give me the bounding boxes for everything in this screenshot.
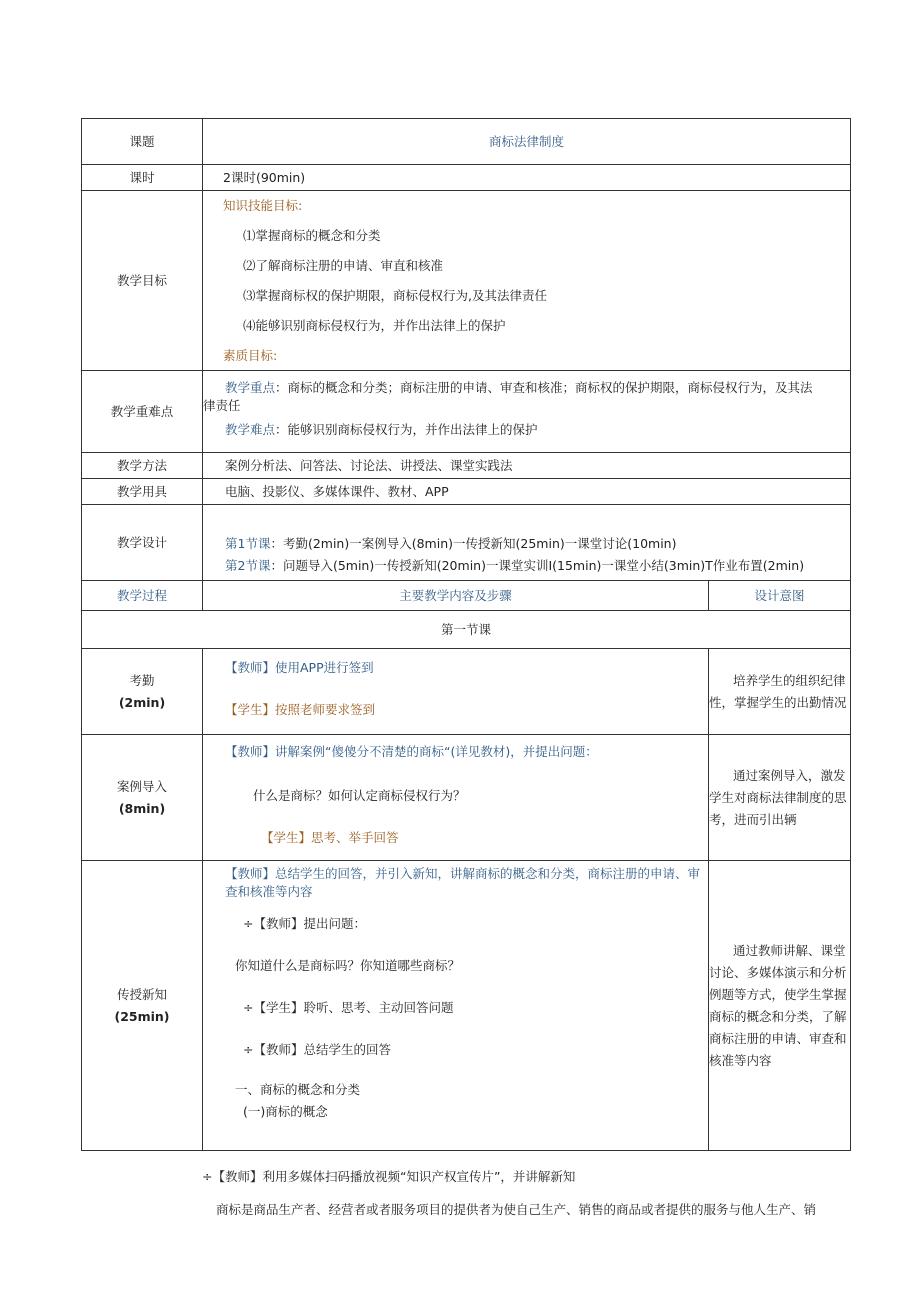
content-line: 【学生】思考、举手回答 xyxy=(261,830,399,845)
keypoints-label: 教学重难点 xyxy=(82,371,203,453)
stage-time: (8min) xyxy=(118,800,166,816)
process-header-intent: 设计意图 xyxy=(709,581,851,611)
content-line: ÷【教师】总结学生的回答 xyxy=(243,1042,391,1057)
stage-name: 传授新知 xyxy=(116,986,167,1002)
lesson-plan-table xyxy=(81,118,851,1151)
quality-heading: 素质目标: xyxy=(223,348,278,363)
after-table-paragraph: 商标是商品生产者、经营者或者服务项目的提供者为使自己生产、销售的商品或者提供的服务与他人生产、销 xyxy=(216,1202,817,1217)
method-value: 案例分析法、问答法、讨论法、讲授法、课堂实践法 xyxy=(203,453,851,479)
key-text: ：商标的概念和分类；商标注册的申请、审查和核准；商标权的保护期限，商标侵权行为，及其法 xyxy=(275,380,813,395)
goal-item: ⑵了解商标注册的申请、审直和核准 xyxy=(243,258,444,273)
stage-time: (2min) xyxy=(118,694,166,710)
content-line: 【教师】讲解案例“傻傻分不清楚的商标“(详见教材)，并提出问题： xyxy=(225,744,598,759)
content-line: 什么是商标？如何认定商标侵权行为？ xyxy=(253,788,466,803)
goals-heading: 知识技能目标: xyxy=(223,198,303,213)
content-line: 【学生】按照老师要求签到 xyxy=(225,702,376,717)
goals-cell xyxy=(203,191,851,371)
intent-text: 通过案例导入，激发学生对商标法律制度的思考，进而引出辆 xyxy=(709,767,847,827)
stage-cell xyxy=(82,861,203,1151)
keypoints-cell xyxy=(203,371,851,453)
goal-item: ⑴掌握商标的概念和分类 xyxy=(243,228,381,243)
key-label: 教学重点 xyxy=(225,380,276,395)
stage-cell xyxy=(82,735,203,861)
content-line: ÷【教师】提出问题： xyxy=(243,916,366,931)
design-2-label: 第2节课 xyxy=(225,558,271,573)
difficulty-text: ：能够识别商标侵权行为，并作出法律上的保护 xyxy=(275,422,538,437)
content-line: 【教师】使用APP进行签到 xyxy=(225,660,374,675)
goal-item: ⑷能够识别商标侵权行为，并作出法律上的保护 xyxy=(243,318,506,333)
stage-content xyxy=(203,735,709,861)
design-label: 教学设计 xyxy=(82,505,203,581)
goal-item: ⑶掌握商标权的保护期限，商标侵权行为,及其法律责任 xyxy=(243,288,547,303)
process-header-content: 主要教学内容及步骤 xyxy=(203,581,709,611)
method-label: 教学方法 xyxy=(82,453,203,479)
hours-value: 2课时(90min) xyxy=(203,165,851,191)
topic-label: 课题 xyxy=(82,119,203,165)
after-table-line: ÷【教师】利用多媒体扫码播放视频“知识产权宣传片”，并讲解新知 xyxy=(202,1169,576,1184)
content-line: (一)商标的概念 xyxy=(243,1104,328,1119)
tools-label: 教学用具 xyxy=(82,479,203,505)
stage-name: 考勤 xyxy=(129,672,155,688)
stage-time: (25min) xyxy=(114,1008,170,1024)
stage-cell xyxy=(82,649,203,735)
intent-text: 通过教师讲解、课堂讨论、多媒体演示和分析例题等方式，使学生掌握商标的概念和分类，了解商标注册的申请、审查和核准等内容 xyxy=(709,942,847,1068)
stage-intent xyxy=(709,861,851,1151)
stage-name: 案例导入 xyxy=(116,778,167,794)
stage-content xyxy=(203,861,709,1151)
section-title: 第一节课 xyxy=(82,611,851,649)
design-2-text: ：问题导入(5min)一传授新知(20min)一课堂实训I(15min)一课堂小结(3min)T作业布置(2min) xyxy=(270,558,805,573)
stage-intent xyxy=(709,649,851,735)
difficulty-label: 教学难点 xyxy=(225,422,276,437)
content-line: 【教师】总结学生的回答，并引入新知，讲解商标的概念和分类，商标注册的申请、审查和核准等内容 xyxy=(225,866,701,899)
design-cell xyxy=(203,505,851,581)
tools-value: 电脑、投影仪、多媒体课件、教材、APP xyxy=(203,479,851,505)
stage-intent xyxy=(709,735,851,861)
goals-label: 教学目标 xyxy=(82,191,203,371)
content-line: 你知道什么是商标吗？你知道哪些商标？ xyxy=(235,958,461,973)
design-1-text: ：考勤(2min)一案例导入(8min)一传授新知(25min)一课堂讨论(10min) xyxy=(270,536,677,551)
content-line: ÷【学生】聆听、思考、主动回答问题 xyxy=(243,1000,454,1015)
content-line: 一、商标的概念和分类 xyxy=(235,1082,361,1097)
key-text-cont: 律责任 xyxy=(203,398,241,413)
process-header-stage: 教学过程 xyxy=(82,581,203,611)
topic-title: 商标法律制度 xyxy=(203,119,851,165)
stage-content xyxy=(203,649,709,735)
design-1-label: 第1节课 xyxy=(225,536,271,551)
hours-label: 课时 xyxy=(82,165,203,191)
intent-text: 培养学生的组织纪律性，掌握学生的出勤情况 xyxy=(709,672,847,710)
